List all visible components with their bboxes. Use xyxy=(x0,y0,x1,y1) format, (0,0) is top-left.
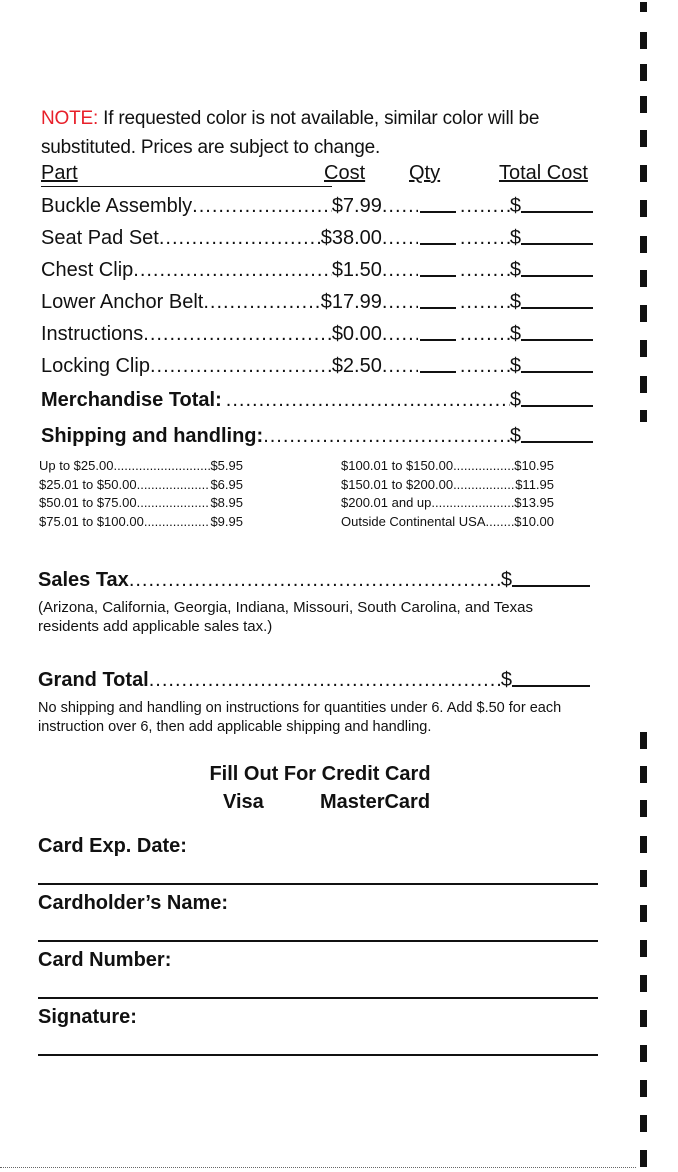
sales-tax-note: (Arizona, California, Georgia, Indiana, Missouri, South Carolina, and Texas residents add applicable sales tax.) xyxy=(38,599,533,635)
item-row xyxy=(41,254,593,282)
shipping-rates-left xyxy=(39,457,243,531)
shipping-field[interactable] xyxy=(521,440,593,443)
currency-sign: $ xyxy=(509,355,521,377)
currency-sign: $ xyxy=(509,425,521,447)
item-row xyxy=(41,350,593,378)
rate-row: $200.01 and up ..... $13.95 xyxy=(341,494,554,513)
qty-field[interactable] xyxy=(420,210,456,213)
item-cost: $38.00 xyxy=(320,227,382,249)
sales-tax-field[interactable] xyxy=(512,584,590,587)
merchandise-total-field[interactable] xyxy=(521,404,593,407)
item-name: Locking Clip xyxy=(41,355,150,377)
merchandise-total-row xyxy=(41,384,593,412)
item-cost: $0.00 xyxy=(331,323,382,345)
item-row xyxy=(41,286,593,314)
rate-row: $25.01 to $50.00 ..... $6.95 xyxy=(39,476,243,495)
header-qty: Qty xyxy=(409,162,441,184)
cardholder-name-label: Cardholder’s Name: xyxy=(38,892,229,914)
cardholder-name-field[interactable] xyxy=(38,940,598,942)
mastercard-option[interactable]: MasterCard xyxy=(320,791,431,813)
total-field[interactable] xyxy=(521,242,593,245)
item-name: Lower Anchor Belt xyxy=(41,291,204,313)
trim-line xyxy=(0,1167,636,1168)
item-name: Chest Clip xyxy=(41,259,134,281)
rate-row: $150.01 to $200.00 ..... $11.95 xyxy=(341,476,554,495)
item-name: Buckle Assembly xyxy=(41,195,193,217)
qty-field[interactable] xyxy=(420,306,456,309)
currency-sign: $ xyxy=(500,569,512,591)
currency-sign: $ xyxy=(509,389,521,411)
currency-sign: $ xyxy=(509,259,521,281)
rate-row: Up to $25.00 ..... $5.95 xyxy=(39,457,243,476)
total-field[interactable] xyxy=(521,306,593,309)
header-cost: Cost xyxy=(324,162,366,184)
qty-field[interactable] xyxy=(420,338,456,341)
rate-row: Outside Continental USA ..... $10.00 xyxy=(341,513,554,532)
total-field[interactable] xyxy=(521,338,593,341)
qty-field[interactable] xyxy=(420,274,456,277)
item-name: Seat Pad Set xyxy=(41,227,159,249)
sales-tax-row xyxy=(38,564,590,592)
shipping-label: Shipping and handling: xyxy=(41,425,264,447)
card-exp-date-label: Card Exp. Date: xyxy=(38,835,187,857)
rate-row: $75.01 to $100.00 ..... $9.95 xyxy=(39,513,243,532)
item-cost: $7.99 xyxy=(331,195,382,217)
currency-sign: $ xyxy=(509,323,521,345)
total-field[interactable] xyxy=(521,210,593,213)
grand-total-note: No shipping and handling on instructions for quantities under 6. Add $.50 for each instruction over 6, then add applicable shipping and handling. xyxy=(38,700,562,735)
item-cost: $1.50 xyxy=(331,259,382,281)
rate-row: $50.01 to $75.00 ..... $8.95 xyxy=(39,494,243,513)
signature-label: Signature: xyxy=(38,1006,137,1028)
sales-tax-label: Sales Tax xyxy=(38,569,129,591)
grand-total-field[interactable] xyxy=(512,684,590,687)
currency-sign: $ xyxy=(509,227,521,249)
merchandise-total-label: Merchandise Total: xyxy=(41,389,222,411)
cut-line-marks xyxy=(633,0,678,1172)
header-part: Part xyxy=(41,162,78,184)
header-total-cost: Total Cost xyxy=(499,162,588,184)
signature-field[interactable] xyxy=(38,1054,598,1056)
visa-option[interactable]: Visa xyxy=(223,791,264,813)
rate-row: $100.01 to $150.00 ..... $10.95 xyxy=(341,457,554,476)
item-row xyxy=(41,222,593,250)
card-number-field[interactable] xyxy=(38,997,598,999)
item-cost: $2.50 xyxy=(331,355,382,377)
card-number-label: Card Number: xyxy=(38,949,172,971)
item-row xyxy=(41,190,593,218)
grand-total-label: Grand Total xyxy=(38,669,149,691)
item-cost: $17.99 xyxy=(320,291,382,313)
shipping-row xyxy=(41,420,593,448)
currency-sign: $ xyxy=(509,291,521,313)
currency-sign: $ xyxy=(509,195,521,217)
item-name: Instructions xyxy=(41,323,144,345)
note-prefix: NOTE: xyxy=(41,108,99,129)
total-field[interactable] xyxy=(521,370,593,373)
total-field[interactable] xyxy=(521,274,593,277)
currency-sign: $ xyxy=(500,669,512,691)
credit-card-heading: Fill Out For Credit Card xyxy=(209,763,431,785)
qty-field[interactable] xyxy=(420,242,456,245)
price-note xyxy=(41,104,601,162)
grand-total-row xyxy=(38,664,590,692)
card-exp-date-field[interactable] xyxy=(38,883,598,885)
note-text: If requested color is not available, similar color will be substituted. Prices are subject to change. xyxy=(41,108,540,158)
qty-field[interactable] xyxy=(420,370,456,373)
header-part-underline xyxy=(41,164,332,187)
shipping-rates-right xyxy=(341,457,554,531)
item-row xyxy=(41,318,593,346)
